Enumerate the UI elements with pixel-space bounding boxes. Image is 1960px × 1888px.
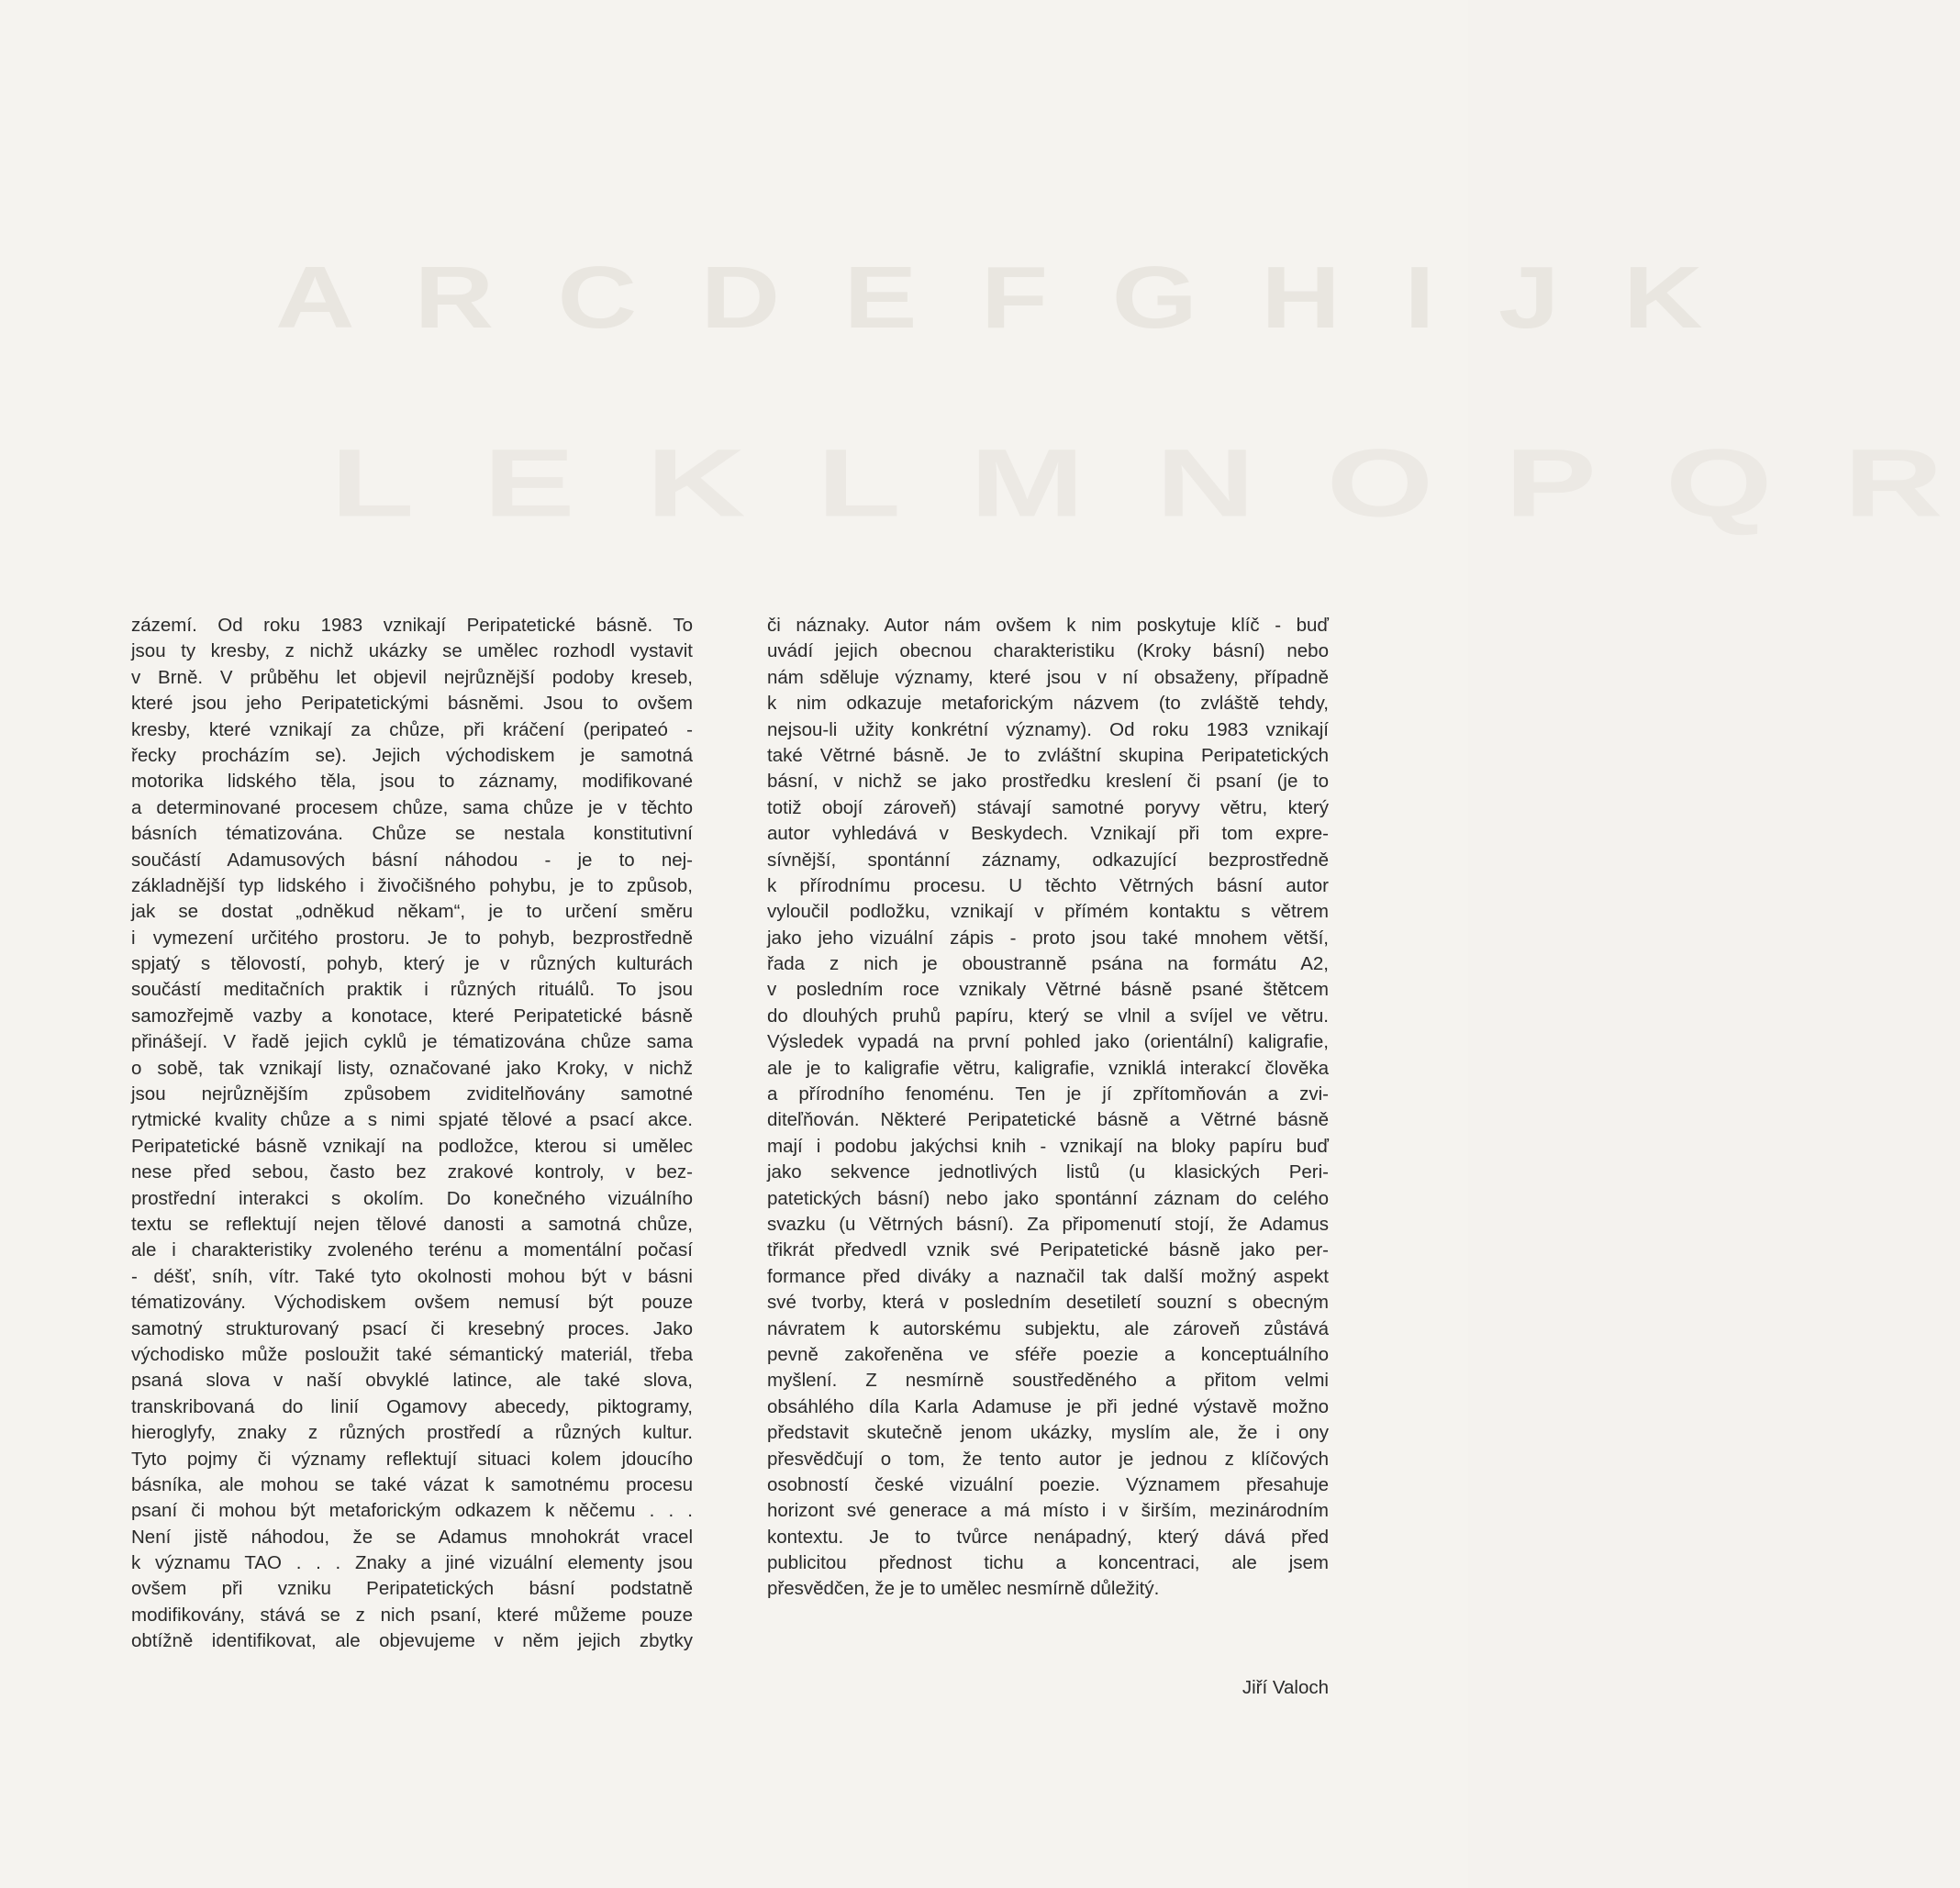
text-line: i vymezení určitého prostoru. Je to pohyb, bezprostředně (131, 927, 693, 949)
text-line: a přírodního fenoménu. Ten je jí zpřítomňován a zvi- (767, 1083, 1329, 1105)
text-line: modifikovány, stává se z nich psaní, které můžeme pouze (131, 1604, 693, 1626)
text-line: obtížně identifikovat, ale objevujeme v něm jejich zbytky (131, 1630, 693, 1652)
text-line: rytmické kvality chůze a s nimi spjaté tělové a psací akce. (131, 1109, 693, 1131)
text-line: motorika lidského těla, jsou to záznamy, modifikované (131, 771, 693, 793)
text-line: v posledním roce vznikaly Větrné básně psané štětcem (767, 979, 1329, 1001)
text-line: do dlouhých pruhů papíru, který se vlnil a svíjel ve větru. (767, 1005, 1329, 1027)
text-line: ovšem při vzniku Peripatetických básní podstatně (131, 1578, 693, 1600)
text-line: spjatý s tělovostí, pohyb, který je v různých kulturách (131, 953, 693, 975)
text-line: obsáhlého díla Karla Adamuse je při jedné výstavě možno (767, 1395, 1329, 1417)
text-line: básních tématizována. Chůze se nestala konstitutivní (131, 823, 693, 845)
text-line: také Větrné básně. Je to zvláštní skupina Peripatetických (767, 744, 1329, 766)
article-right-column (767, 613, 1329, 1603)
text-line: psaná slova v naší obvyklé latince, ale také slova, (131, 1370, 693, 1392)
text-line: sívnější, spontánní záznamy, odkazující bezprostředně (767, 849, 1329, 871)
text-line: třikrát předvedl vznik své Peripatetické básně jako per- (767, 1239, 1329, 1261)
text-line: textu se reflektují nejen tělové danosti a samotná chůze, (131, 1213, 693, 1235)
show-through-text-lower: L E K L M N O P Q R (330, 428, 1960, 537)
text-line: pevně zakořeněna ve sféře poezie a konceptuálního (767, 1343, 1329, 1365)
show-through-text: A R C D E F G H I J K (275, 248, 1720, 347)
author-signature: Jiří Valoch (1242, 1677, 1329, 1698)
text-line: jsou nejrůznějším způsobem zviditelňovány samotné (131, 1083, 693, 1105)
text-line: Tyto pojmy či významy reflektují situaci kolem jdoucího (131, 1448, 693, 1470)
text-line: k nim odkazuje metaforickým názvem (to zvláště tehdy, (767, 693, 1329, 715)
text-line: horizont své generace a má místo i v širším, mezinárodním (767, 1500, 1329, 1522)
text-line: osobností české vizuální poezie. Významem přesahuje (767, 1473, 1329, 1495)
text-line: či náznaky. Autor nám ovšem k nim poskytuje klíč - buď (767, 615, 1329, 636)
text-line: totiž obojí zároveň) stávají samotné poryvy větru, který (767, 796, 1329, 818)
text-line: básní, v nichž se jako prostředku kreslení či psaní (je to (767, 771, 1329, 793)
text-line: kresby, které vznikají za chůze, při kráčení (peripateó - (131, 718, 693, 740)
text-line: nese před sebou, často bez zrakové kontroly, v bez- (131, 1161, 693, 1183)
text-line: řada z nich je oboustranně psána na formátu A2, (767, 953, 1329, 975)
text-line: transkribovaná do linií Ogamovy abecedy, piktogramy, (131, 1395, 693, 1417)
text-line: nejsou-li užity konkrétní významy). Od roku 1983 vznikají (767, 718, 1329, 740)
text-line: přesvědčen, že je to umělec nesmírně důležitý. (767, 1578, 1160, 1600)
text-line: k významu TAO . . . Znaky a jiné vizuální elementy jsou (131, 1552, 693, 1574)
text-line: k přírodnímu procesu. U těchto Větrných básní autor (767, 874, 1329, 896)
text-line: tématizovány. Východiskem ovšem nemusí být pouze (131, 1292, 693, 1314)
text-line: Peripatetické básně vznikají na podložce, kterou si umělec (131, 1135, 693, 1157)
text-line: řecky procházím se). Jejich východiskem je samotná (131, 744, 693, 766)
text-line: samozřejmě vazby a konotace, které Peripatetické básně (131, 1005, 693, 1027)
text-line: básníka, ale mohou se také vázat k samotnému procesu (131, 1473, 693, 1495)
text-line: východisko může posloužit také sémantický materiál, třeba (131, 1343, 693, 1365)
text-line: kontextu. Je to tvůrce nenápadný, který dává před (767, 1526, 1329, 1548)
text-line: uvádí jejich obecnou charakteristiku (Kroky básní) nebo (767, 640, 1329, 662)
text-line: svazku (u Větrných básní). Za připomenutí stojí, že Adamus (767, 1213, 1329, 1235)
text-line: jako sekvence jednotlivých listů (u klasických Peri- (767, 1161, 1329, 1183)
text-line: jak se dostat „odněkud někam“, je to určení směru (131, 901, 693, 923)
text-line: prostřední interakci s okolím. Do konečného vizuálního (131, 1187, 693, 1209)
text-line: návratem k autorskému subjektu, ale zároveň zůstává (767, 1317, 1329, 1339)
text-line: zázemí. Od roku 1983 vznikají Peripatetické básně. To (131, 615, 693, 636)
text-line: myšlení. Z nesmírně soustředěného a přitom velmi (767, 1370, 1329, 1392)
text-line: přesvědčují o tom, že tento autor je jednou z klíčových (767, 1448, 1329, 1470)
text-line: jako jeho vizuální zápis - proto jsou také mnohem větší, (767, 927, 1329, 949)
text-line: Výsledek vypadá na první pohled jako (orientální) kaligrafie, (767, 1031, 1329, 1053)
text-line: základnější typ lidského i živočišného pohybu, je to způsob, (131, 874, 693, 896)
text-line: nám sděluje významy, které jsou v ní obsaženy, případně (767, 666, 1329, 688)
text-line: mají i podobu jakýchsi knih - vznikají na bloky papíru buď (767, 1135, 1329, 1157)
text-line: autor vyhledává v Beskydech. Vznikají při tom expre- (767, 823, 1329, 845)
text-line: formance před diváky a naznačil tak další možný aspekt (767, 1265, 1329, 1287)
text-line: v Brně. V průběhu let objevil nejrůznější podoby kreseb, (131, 666, 693, 688)
text-line: patetických básní) nebo jako spontánní záznam do celého (767, 1187, 1329, 1209)
text-line: své tvorby, která v posledním desetiletí souzní s obecným (767, 1292, 1329, 1314)
text-line: hieroglyfy, znaky z různých prostředí a různých kultur. (131, 1422, 693, 1444)
text-line: součástí meditačních praktik i různých rituálů. To jsou (131, 979, 693, 1001)
text-line: a determinované procesem chůze, sama chůze je v těchto (131, 796, 693, 818)
text-line: diteľňován. Některé Peripatetické básně a Větrné básně (767, 1109, 1329, 1131)
article-left-column (131, 613, 693, 1655)
text-line: o sobě, tak vznikají listy, označované jako Kroky, v nichž (131, 1057, 693, 1079)
text-line: vyloučil podložku, vznikají v přímém kontaktu s větrem (767, 901, 1329, 923)
text-line: ale i charakteristiky zvoleného terénu a momentální počasí (131, 1239, 693, 1261)
text-line: součástí Adamusových básní náhodou - je to nej- (131, 849, 693, 871)
text-line: představit skutečně jenom ukázky, myslím ale, že i ony (767, 1422, 1329, 1444)
text-line: ale je to kaligrafie větru, kaligrafie, vzniklá interakcí člověka (767, 1057, 1329, 1079)
text-line: přinášejí. V řadě jejich cyklů je tématizována chůze sama (131, 1031, 693, 1053)
text-line: jsou ty kresby, z nichž ukázky se umělec rozhodl vystavit (131, 640, 693, 662)
text-line: - déšť, sníh, vítr. Také tyto okolnosti mohou být v básni (131, 1265, 693, 1287)
text-line: které jsou jeho Peripatetickými básněmi. Jsou to ovšem (131, 693, 693, 715)
text-line: samotný strukturovaný psací či kresebný proces. Jako (131, 1317, 693, 1339)
text-line: publicitou přednost tichu a koncentraci, ale jsem (767, 1552, 1329, 1574)
text-line: Není jistě náhodou, že se Adamus mnohokrát vracel (131, 1526, 693, 1548)
text-line: psaní či mohou být metaforickým odkazem k něčemu . . . (131, 1500, 693, 1522)
